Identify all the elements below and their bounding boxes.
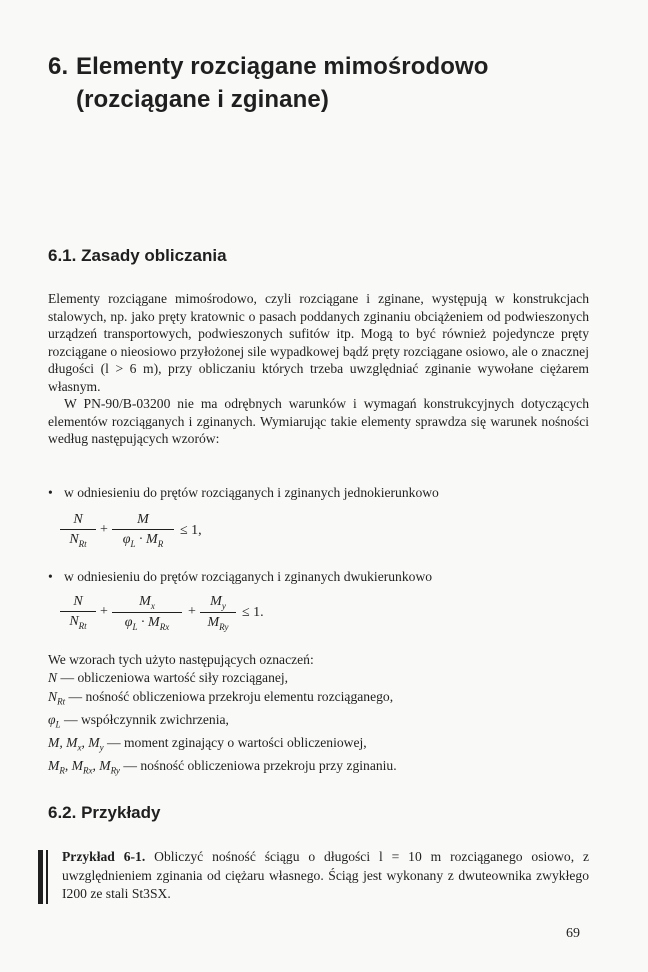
- chapter-title-line2: (rozciągane i zginane): [76, 86, 329, 113]
- denominator: [200, 613, 236, 632]
- definition-symbol: φ: [48, 711, 56, 727]
- numerator-subscript: x: [150, 600, 155, 611]
- paragraph-2: W PN-90/B-03200 nie ma odrębnych warunków i wymagań konstrukcyjnych dotyczących elementów rozciąganych i zginanych. Wymiarując takie elementy sprawdza się warunek nośności według następujących wzorów:: [48, 396, 589, 446]
- formula-uniaxial: [60, 512, 260, 556]
- denominator: [112, 530, 174, 549]
- bullet-text: w odniesieniu do prętów rozciąganych i zginanych jednokierunkowo: [64, 485, 439, 500]
- denominator-symbol: N: [69, 614, 79, 629]
- numerator: [112, 594, 182, 613]
- bullet-text: w odniesieniu do prętów rozciąganych i zginanych dwukierunkowo: [64, 569, 433, 584]
- denominator-subscript: R: [157, 538, 164, 549]
- definition-subscript: Ry: [110, 765, 120, 776]
- definition-text: — moment zginający o wartości obliczeniowej,: [103, 734, 367, 750]
- numerator: N: [60, 594, 96, 612]
- plus-sign: +: [188, 604, 196, 619]
- definition-subscript: Rx: [82, 765, 93, 776]
- definition-symbol: M, M: [48, 734, 78, 750]
- formula-biaxial: [60, 594, 320, 638]
- denominator-symbol: · M: [135, 532, 158, 547]
- plus-sign: +: [100, 604, 108, 619]
- definition-n: [48, 669, 589, 687]
- bullet-one-direction: [48, 484, 589, 502]
- numerator-symbol: M: [139, 594, 151, 609]
- definition-moment: [48, 734, 589, 757]
- definition-text: — współczynnik zwichrzenia,: [60, 711, 229, 727]
- formula-rhs: ≤ 1,: [180, 523, 202, 538]
- phi-symbol: φ: [122, 532, 131, 547]
- page-number: 69: [566, 926, 580, 941]
- phi-subscript: L: [130, 538, 136, 549]
- chapter-number: 6.: [48, 53, 69, 80]
- definition-subscript: Rt: [57, 696, 66, 707]
- denominator: [60, 530, 96, 549]
- definition-symbol: , M: [92, 757, 111, 773]
- example-text: [62, 848, 589, 904]
- bullet-dot: •: [48, 569, 53, 584]
- section1-body: [48, 290, 589, 448]
- formula-rhs: ≤ 1.: [242, 605, 264, 620]
- definition-symbol: M: [48, 757, 60, 773]
- denominator-subscript: Rx: [159, 621, 170, 632]
- denominator-symbol: M: [207, 614, 220, 630]
- phi-subscript: L: [132, 621, 138, 632]
- definition-subscript: x: [77, 742, 82, 753]
- denominator-symbol: · M: [137, 614, 160, 630]
- denominator-subscript: Ry: [219, 621, 229, 632]
- example-label: Przykład 6-1.: [62, 849, 146, 864]
- plus-sign: +: [100, 522, 108, 537]
- definition-text: — nośność obliczeniowa przekroju przy zginaniu.: [119, 757, 397, 773]
- numerator: [200, 594, 236, 613]
- definition-phi: [48, 711, 589, 734]
- chapter-title: [48, 50, 489, 116]
- phi-symbol: φ: [124, 614, 133, 630]
- denominator-subscript: Rt: [78, 620, 87, 631]
- definition-symbol: N: [48, 688, 58, 704]
- definition-text: — nośność obliczeniowa przekroju elementu rozciąganego,: [65, 688, 394, 704]
- definition-symbol: , M: [81, 734, 100, 750]
- example-marker-bar-thin: [46, 850, 48, 904]
- fraction-n: [60, 512, 96, 549]
- definition-symbol: , M: [64, 757, 83, 773]
- numerator: M: [112, 512, 174, 530]
- fraction-m: [112, 512, 174, 549]
- numerator: N: [60, 512, 96, 530]
- definition-mr: [48, 757, 589, 780]
- denominator: [112, 613, 182, 632]
- definition-symbol: N: [48, 670, 58, 686]
- paragraph-1: Elementy rozciągane mimośrodowo, czyli rozciągane i zginane, występują w konstrukcjach stalowych, np. jako pręty kratownic o pasach poddanych zginaniu obciążeniem od podwieszonych urządzeń transportowych, podwieszonych sufitów itp. Mogą to być również pojedyncze pręty rozciągane o nieosiowo przyłożonej sile wypadkowej bądź pręty rozciągane osiowo, ale o znacznej długości (l > 6 m), przy obliczaniu których trzeba uwzględniać zginanie wywołane ciężarem własnym.: [48, 291, 589, 394]
- definition-subscript: R: [59, 765, 65, 776]
- definition-subscript: y: [99, 742, 104, 753]
- definition-nrt: [48, 688, 589, 711]
- denominator: [60, 612, 96, 631]
- bullet-dot: •: [48, 485, 53, 500]
- denominator-symbol: N: [69, 532, 79, 547]
- numerator-subscript: y: [221, 600, 226, 611]
- fraction-mx: [112, 594, 182, 632]
- definitions-intro: We wzorach tych użyto następujących oznaczeń:: [48, 652, 314, 667]
- example-marker-bar: [38, 850, 43, 904]
- bullet-two-direction: [48, 568, 589, 586]
- fraction-n: [60, 594, 96, 631]
- section-title-rules: 6.1. Zasady obliczania: [48, 246, 227, 265]
- section-title-examples: 6.2. Przykłady: [48, 803, 161, 822]
- fraction-my: [200, 594, 236, 632]
- chapter-title-line1: Elementy rozciągane mimośrodowo: [76, 53, 489, 80]
- definition-text: — obliczeniowa wartość siły rozciąganej,: [57, 670, 289, 686]
- symbol-definitions: [48, 651, 589, 780]
- definition-subscript: L: [55, 719, 61, 730]
- example-body: Obliczyć nośność ściągu o długości l = 10 m rozciąganego osiowo, z uwzględnieniem zginania od ciężaru własnego. Ściąg jest wykonany z dwuteownika zwykłego I200 ze stali St3SX.: [62, 849, 590, 901]
- denominator-subscript: Rt: [78, 538, 87, 549]
- numerator-symbol: M: [210, 594, 222, 609]
